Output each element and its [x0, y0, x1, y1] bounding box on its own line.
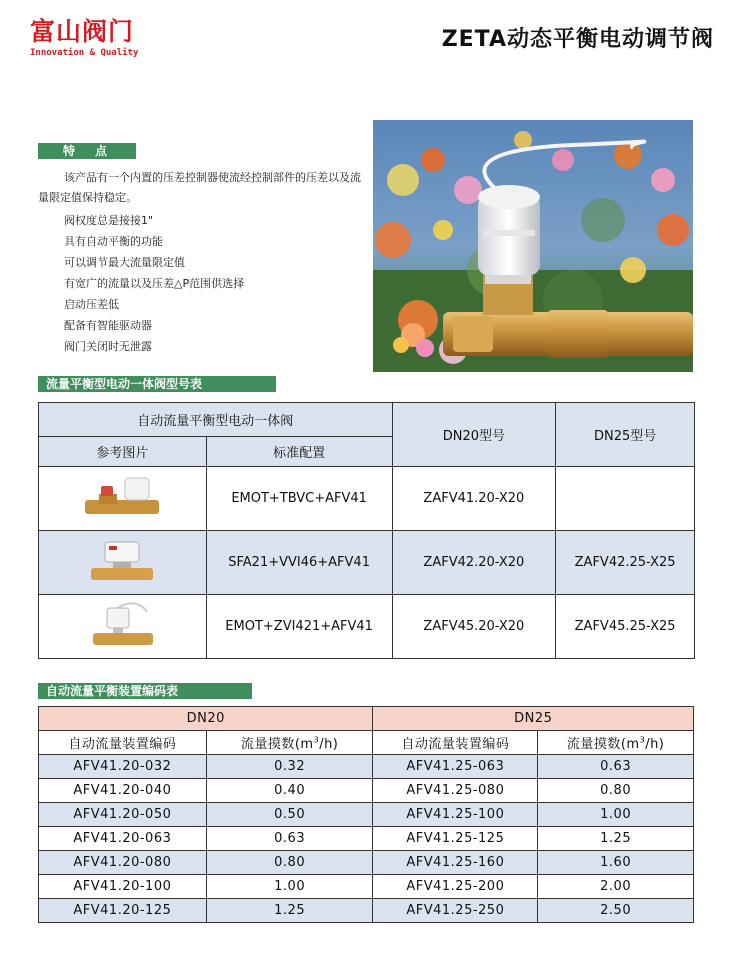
- feature-item: 具有自动平衡的功能: [64, 235, 163, 248]
- features-intro: 该产品有一个内置的压差控制器使流经控制部件的压差以及流量限定值保持稳定。: [38, 171, 361, 204]
- flow-cell: 1.00: [206, 875, 373, 899]
- model-image-cell: [39, 531, 207, 595]
- model-config: EMOT+ZVI421+AFV41: [206, 595, 392, 659]
- model-image-cell: [39, 595, 207, 659]
- code-col-code: 自动流量装置编码: [39, 731, 207, 755]
- flow-cell: 1.60: [538, 851, 694, 875]
- page-title: ZETA动态平衡电动调节阀: [441, 27, 714, 52]
- table-row: [39, 803, 694, 827]
- table-row: [39, 899, 694, 923]
- code-cell: AFV41.20-125: [39, 899, 207, 923]
- flow-cell: 0.80: [538, 779, 694, 803]
- feature-item: 配备有智能驱动器: [64, 319, 152, 332]
- code-col-code: 自动流量装置编码: [373, 731, 538, 755]
- brand-logo: [30, 18, 138, 58]
- model-table-label: 流量平衡型电动一体阀型号表: [38, 376, 276, 392]
- table-row: [39, 531, 695, 595]
- model-header-group: 自动流量平衡型电动一体阀: [39, 403, 393, 437]
- brand-tagline: Innovation & Quality: [30, 48, 139, 58]
- code-cell: AFV41.20-080: [39, 851, 207, 875]
- code-group-dn20: DN20: [39, 707, 373, 731]
- feature-item: 启动压差低: [64, 298, 119, 311]
- features-label: 特 点: [38, 143, 136, 159]
- model-col-config: 标准配置: [206, 437, 392, 467]
- code-cell: AFV41.25-100: [373, 803, 538, 827]
- flow-cell: 0.40: [206, 779, 373, 803]
- flow-cell: 0.50: [206, 803, 373, 827]
- code-group-dn25: DN25: [373, 707, 694, 731]
- model-dn20: ZAFV45.20-X20: [392, 595, 556, 659]
- feature-item: 阀门关闭时无泄露: [64, 340, 152, 353]
- model-col-dn20: DN20型号: [392, 403, 556, 467]
- feature-item: 有宽广的流量以及压差△P范围供选择: [64, 277, 245, 290]
- features-list: [38, 168, 368, 357]
- code-cell: AFV41.20-050: [39, 803, 207, 827]
- code-cell: AFV41.20-040: [39, 779, 207, 803]
- code-table: [38, 706, 694, 923]
- model-table: [38, 402, 695, 659]
- code-cell: AFV41.25-250: [373, 899, 538, 923]
- code-cell: AFV41.20-100: [39, 875, 207, 899]
- model-dn25: ZAFV45.25-X25: [556, 595, 695, 659]
- flow-cell: 0.63: [206, 827, 373, 851]
- code-cell: AFV41.20-063: [39, 827, 207, 851]
- flow-cell: 1.25: [206, 899, 373, 923]
- code-table-label: 自动流量平衡装置编码表: [38, 683, 252, 699]
- model-image-cell: [39, 467, 207, 531]
- table-row: [39, 875, 694, 899]
- code-cell: AFV41.25-080: [373, 779, 538, 803]
- model-config: EMOT+TBVC+AFV41: [206, 467, 392, 531]
- code-cell: AFV41.25-200: [373, 875, 538, 899]
- flow-cell: 1.25: [538, 827, 694, 851]
- brand-name: 富山阀门: [30, 17, 135, 46]
- valve-thumbnail: [77, 536, 167, 586]
- flow-cell: 1.00: [538, 803, 694, 827]
- model-dn25: [556, 467, 695, 531]
- code-col-flow: 流量摸数$(m^3/h)$: [538, 731, 694, 755]
- flow-cell: 2.00: [538, 875, 694, 899]
- table-row: [39, 779, 694, 803]
- flow-cell: 0.80: [206, 851, 373, 875]
- model-col-image: 参考图片: [39, 437, 207, 467]
- product-photo: [373, 120, 693, 372]
- feature-item: 可以调节最大流量限定值: [64, 256, 185, 269]
- model-dn20: ZAFV41.20-X20: [392, 467, 556, 531]
- model-dn20: ZAFV42.20-X20: [392, 531, 556, 595]
- code-col-flow: 流量摸数$(m^3/h)$: [206, 731, 373, 755]
- table-row: [39, 827, 694, 851]
- table-row: [39, 755, 694, 779]
- table-row: [39, 851, 694, 875]
- valve-thumbnail: [77, 600, 167, 650]
- flow-cell: 0.32: [206, 755, 373, 779]
- model-col-dn25: DN25型号: [556, 403, 695, 467]
- code-cell: AFV41.25-063: [373, 755, 538, 779]
- flow-cell: 2.50: [538, 899, 694, 923]
- code-cell: AFV41.25-125: [373, 827, 538, 851]
- code-cell: AFV41.25-160: [373, 851, 538, 875]
- feature-item: 阀权度总是接接1": [64, 214, 154, 227]
- table-row: [39, 467, 695, 531]
- model-config: SFA21+VVI46+AFV41: [206, 531, 392, 595]
- flow-cell: 0.63: [538, 755, 694, 779]
- valve-thumbnail: [77, 472, 167, 522]
- code-cell: AFV41.20-032: [39, 755, 207, 779]
- table-row: [39, 595, 695, 659]
- model-dn25: ZAFV42.25-X25: [556, 531, 695, 595]
